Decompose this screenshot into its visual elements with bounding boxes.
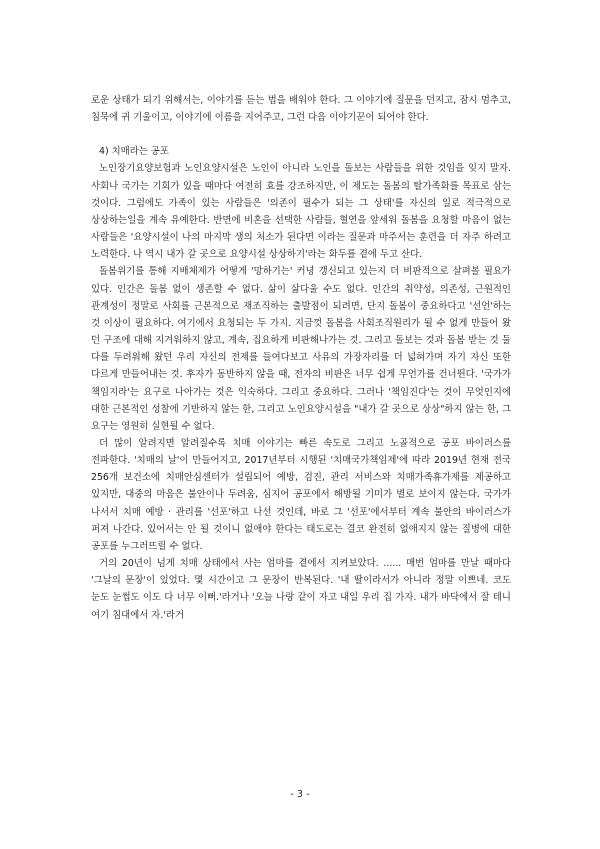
body-paragraph-3: 더 많이 알려지면 알려질수록 치매 이야기는 빠른 속도로 그리고 노골적으로 공포 바이러스를 전파한다. '치매의 날'이 만들어지고, 2017년부터 시행된 '치매국가책임제'에 따라 2019년 현재 전국 256개 보건소에 치매안심센터가 설립되어 예방, 검진, 관리 서비스와 치매가족휴가제를 제공하고 있지만, 대중의 마음은 불안이나 두려움, 심지어 공포에서 해방될 기미가 별로 보이지 않는다. 국가가 나서서 치매 예방 · 관리를 '선포'하고 나선 것인데, 바로 그 '선포'에서부터 계속 불안의 바이러스가 퍼져 나간다. 있어서는 안 될 것이니 없애야 한다는 태도로는 결코 완전히 없애지지 않는 질병에 대한 공포를 누그러뜨릴 수 없다.: [91, 437, 511, 552]
paragraph-spacer: [91, 126, 511, 143]
body-paragraph-4: 거의 20년이 넘게 치매 상태에서 사는 엄마를 곁에서 지켜보았다. ...... 매번 엄마를 만날 때마다 '그날의 문장'이 있었다. 몇 시간이고 그 문장이 반복된다. '내 딸이라서가 아니라 정말 이쁘네. 코도 눈도 눈썹도 이도 다 너무 이뻐.'라거나 '오늘 나랑 같이 자고 내일 우리 집 가자. 내가 바닥에서 잘 테니 여기 침대에서 자.'라거: [91, 558, 511, 621]
document-body: [91, 92, 511, 624]
opening-paragraph: 로운 상태가 되기 위해서는, 이야기를 듣는 법을 배워야 한다. 그 이야기에 질문을 던지고, 잠시 멈추고, 침묵에 귀 기울이고, 이야기에 이름을 지어주고, 그런 다음 이야기꾼이 되어야 한다.: [91, 95, 511, 124]
page-number: - 3 -: [290, 789, 310, 800]
section-heading: 4) 치매라는 공포: [99, 146, 169, 158]
body-paragraph-2: 돌봄위기를 통해 지배체제가 어떻게 '망하기는' 커녕 갱신되고 있는지 더 비판적으로 살펴볼 필요가 있다. 인간은 돌봄 없이 생존할 수 없다. 삶이 삶다울 수도 없다. 인간의 취약성, 의존성, 근원적인 관계성이 정말로 사회를 근본적으로 재조직하는 출발점이 되려면, 단지 돌봄이 중요하다고 '선언'하는 것 이상이 필요하다. 여기에서 요청되는 두 가지. 지금껏 돌봄을 사회조직원리가 될 수 없게 만들어 왔 던 구조에 대해 지겨워하지 않고, 계속, 집요하게 비판해나가는 것. 그리고 돌보는 것과 돌봄 받는 것 둘 다를 두려워해 왔던 우리 자신의 전제를 들여다보고 사유의 가장자리를 더 넓혀가며 자기 자신 또한 다르게 만들어내는 것. 후자가 동반하지 않을 때, 전자의 비판은 너무 쉽게 무언가를 건너뛴다. '국가가 책임지라'는 요구로 나아가는 것은 익숙하다. 그리고 중요하다. 그러나 '책임진다'는 것이 무엇인지에 대한 근본적인 성찰에 기반하지 않는 한, 그리고 노인요양시설을 "내가 갈 곳으로 상상"하지 않는 한, 그 요구는 영원히 실현될 수 없다.: [91, 266, 511, 432]
body-paragraph-1: 노인장기요양보험과 노인요양시설은 노인이 아니라 노인을 돌보는 사람들을 위한 것임을 잊지 말자. 사회나 국가는 기회가 있을 때마다 여전히 효를 강조하지만, 이 제도는 돌봄의 탈가족화를 목표로 삼는 것이다. 그럼에도 가족이 있는 사람들은 '의존이 필수가 되는 그 상태'를 자신의 일로 적극적으로 상상하는일을 계속 유예한다. 반면에 비혼을 선택한 사람들, 혈연을 앞세워 돌봄을 요청할 마음이 없는 사람들은 '요양시설이 나의 마지막 생의 처소가 된다면 이라는 질문과 마주서는 훈련을 더 자주 하려고 노력한다. 나 역시 내가 갈 곳으로 요양시설 상상하기'라는 화두를 곁에 두고 산다.: [91, 163, 511, 261]
